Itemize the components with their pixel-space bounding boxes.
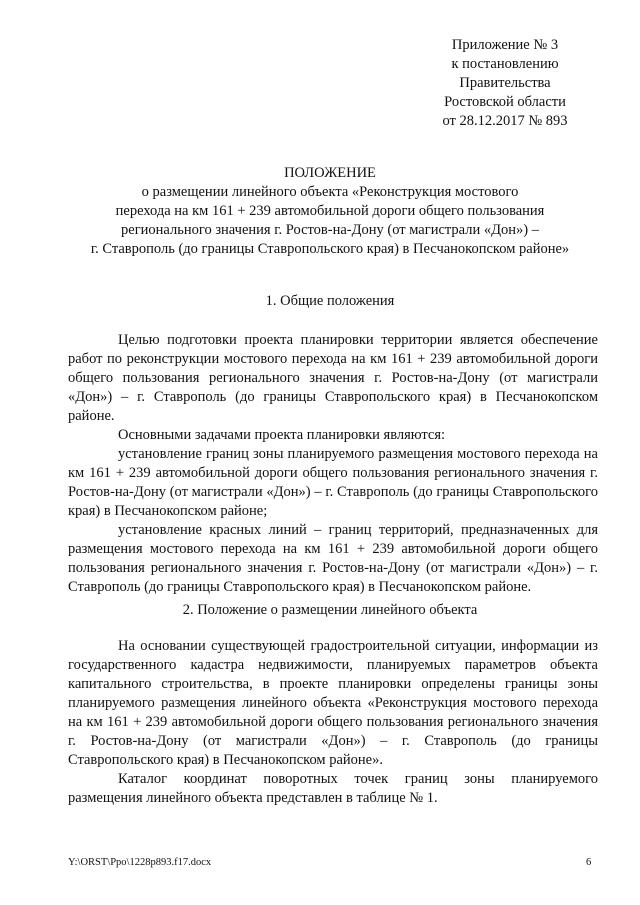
page-title: ПОЛОЖЕНИЕ	[284, 165, 376, 181]
appendix-region: Ростовской области	[444, 94, 566, 110]
document-title	[60, 164, 600, 259]
title-subtitle-line: регионального значения г. Ростов-на-Дону (от магистрали «Дон») –	[121, 222, 539, 238]
paragraph: На основании существующей градостроительной ситуации, информации из государственного кадастра недвижимости, планируемых параметров объекта капитального строительства, в проекте планировки определены границы зоны планируемого размещения линейного объекта «Реконструкция мостового перехода на км 161 + 239 автомобильной дороги общего пользования регионального значения г. Ростов-на-Дону (от магистрали «Дон») – г. Ставрополь (до границы Ставропольского края) в Песчанокопском районе».	[68, 638, 598, 768]
appendix-government: Правительства	[459, 75, 551, 91]
footer-file-path: Y:\ORST\Ppo\1228p893.f17.docx	[68, 857, 212, 868]
section-2-heading: 2. Положение о размещении линейного объекта	[182, 602, 478, 618]
title-subtitle-line: г. Ставрополь (до границы Ставропольского края) в Песчанокопском районе»	[90, 241, 570, 257]
paragraph: Целью подготовки проекта планировки территории является обеспечение работ по реконструкции мостового перехода на км 161 + 239 автомобильной дороги общего пользования регионального значения г. Ростов-на-Дону (от магистрали «Дон») – г. Ставрополь (до границы Ставропольского края) в Песчанокопском районе.	[68, 332, 598, 424]
paragraph: установление границ зоны планируемого размещения мостового перехода на км 161 + 239 автомобильной дороги общего пользования регионального значения г. Ростов-на-Дону (от магистрали «Дон») – г. Ставрополь (до границы Ставропольского края) в Песчанокопском районе;	[68, 446, 598, 519]
appendix-header	[420, 36, 590, 131]
appendix-number: Приложение № 3	[451, 37, 559, 53]
paragraph: установление красных линий – границ территорий, предназначенных для размещения мостового перехода на км 161 + 239 автомобильной дороги общего пользования регионального значения г. Ростов-на-Дону (от магистрали «Дон») – г. Ставрополь (до границы Ставропольского края) в Песчанокопском районе.	[68, 522, 598, 595]
section-1-heading: 1. Общие положения	[265, 293, 395, 309]
appendix-date: от 28.12.2017 № 893	[442, 113, 568, 129]
paragraph: Каталог координат поворотных точек границ зоны планируемого размещения линейного объекта представлен в таблице № 1.	[68, 771, 598, 806]
appendix-resolution: к постановлению	[451, 56, 559, 72]
title-subtitle-line: о размещении линейного объекта «Реконструкция мостового	[141, 184, 519, 200]
title-subtitle-line: перехода на км 161 + 239 автомобильной дороги общего пользования	[115, 203, 545, 219]
section-2-body	[68, 637, 598, 808]
page-number: 6	[586, 857, 592, 868]
section-1-body	[68, 331, 598, 597]
paragraph: Основными задачами проекта планировки являются:	[118, 427, 446, 443]
